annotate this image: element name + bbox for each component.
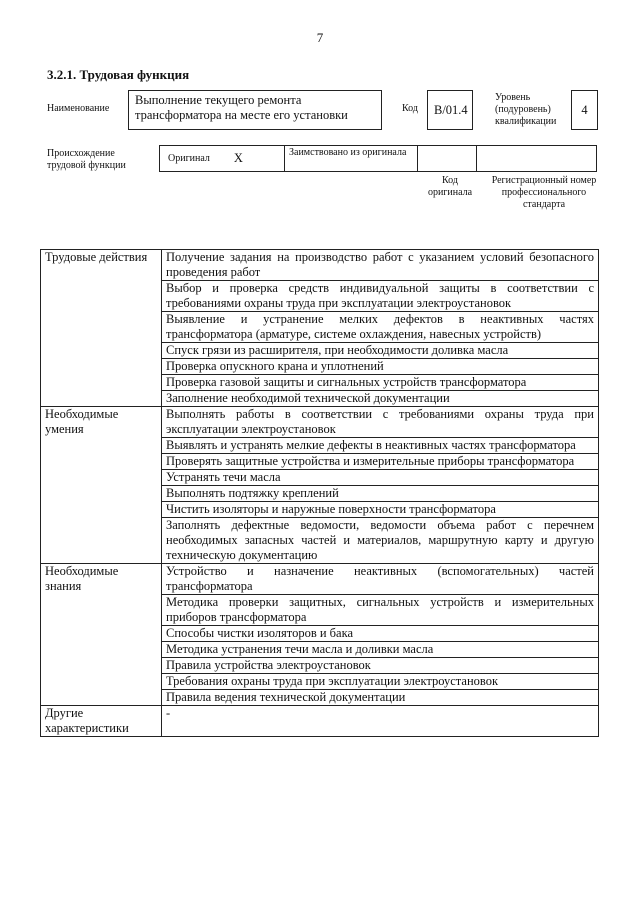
item-cell: Правила ведения технической документации <box>162 690 599 706</box>
item-cell: Чистить изоляторы и наружные поверхности трансформатора <box>162 502 599 518</box>
item-cell: Устранять течи масла <box>162 470 599 486</box>
item-cell: Требования охраны труда при эксплуатации электроустановок <box>162 674 599 690</box>
origin-label: Происхождение трудовой функции <box>47 148 126 171</box>
origin-table <box>160 145 599 172</box>
borrowed-cell: Заимствовано из оригинала <box>284 145 418 172</box>
category-cell: Другие характеристики <box>41 706 162 737</box>
table-row <box>41 250 599 281</box>
item-cell: Правила устройства электроустановок <box>162 658 599 674</box>
item-cell: Выбор и проверка средств индивидуальной защиты в соответствии с требованиями охраны труда при эксплуатации электроустановок <box>162 281 599 312</box>
item-cell: Выполнять работы в соответствии с требованиями охраны труда при эксплуатации электроустановок <box>162 407 599 438</box>
original-code-cell <box>417 145 477 172</box>
registration-number-caption: Регистрационный номер профессионального стандарта <box>491 175 597 210</box>
item-cell: Проверка газовой защиты и сигнальных устройств трансформатора <box>162 375 599 391</box>
original-code-caption: Код оригинала <box>427 175 473 198</box>
table-row <box>41 564 599 595</box>
category-cell: Необходимые умения <box>41 407 162 564</box>
item-cell: - <box>162 706 599 737</box>
table-row <box>41 706 599 737</box>
original-mark: X <box>233 151 243 165</box>
category-cell: Необходимые знания <box>41 564 162 706</box>
name-label: Наименование <box>47 103 110 114</box>
category-cell: Трудовые действия <box>41 250 162 407</box>
table-row <box>41 407 599 438</box>
code-value-box: В/01.4 <box>427 90 473 130</box>
original-label: Оригинал <box>168 153 210 164</box>
item-cell: Выявление и устранение мелких дефектов в неактивных частях трансформатора (арматуре, системе охлаждения, навесных устройств) <box>162 312 599 343</box>
section-title: 3.2.1. Трудовая функция <box>47 67 190 82</box>
item-cell: Заполнение необходимой технической документации <box>162 391 599 407</box>
item-cell: Проверять защитные устройства и измерительные приборы трансформатора <box>162 454 599 470</box>
item-cell: Выполнять подтяжку креплений <box>162 486 599 502</box>
page-number: 7 <box>316 30 324 45</box>
item-cell: Выявлять и устранять мелкие дефекты в неактивных частях трансформатора <box>162 438 599 454</box>
item-cell: Способы чистки изоляторов и бака <box>162 626 599 642</box>
item-cell: Методика устранения течи масла и доливки масла <box>162 642 599 658</box>
function-name-box: Выполнение текущего ремонта трансформатора на месте его установки <box>128 90 382 130</box>
item-cell: Методика проверки защитных, сигнальных устройств и измерительных приборов трансформатора <box>162 595 599 626</box>
item-cell: Спуск грязи из расширителя, при необходимости доливка масла <box>162 343 599 359</box>
level-value-box: 4 <box>571 90 598 130</box>
labor-function-table <box>40 249 599 737</box>
registration-number-cell <box>476 145 597 172</box>
item-cell: Получение задания на производство работ с указанием условий безопасного проведения работ <box>162 250 599 281</box>
code-label: Код <box>402 103 418 114</box>
item-cell: Устройство и назначение неактивных (вспомогательных) частей трансформатора <box>162 564 599 595</box>
original-cell <box>159 145 285 172</box>
item-cell: Проверка опускного крана и уплотнений <box>162 359 599 375</box>
item-cell: Заполнять дефектные ведомости, ведомости объема работ с перечнем необходимых запасных частей и материалов, маршрутную карту и другую техническую документацию <box>162 518 599 564</box>
level-label: Уровень (подуровень) квалификации <box>495 92 557 127</box>
